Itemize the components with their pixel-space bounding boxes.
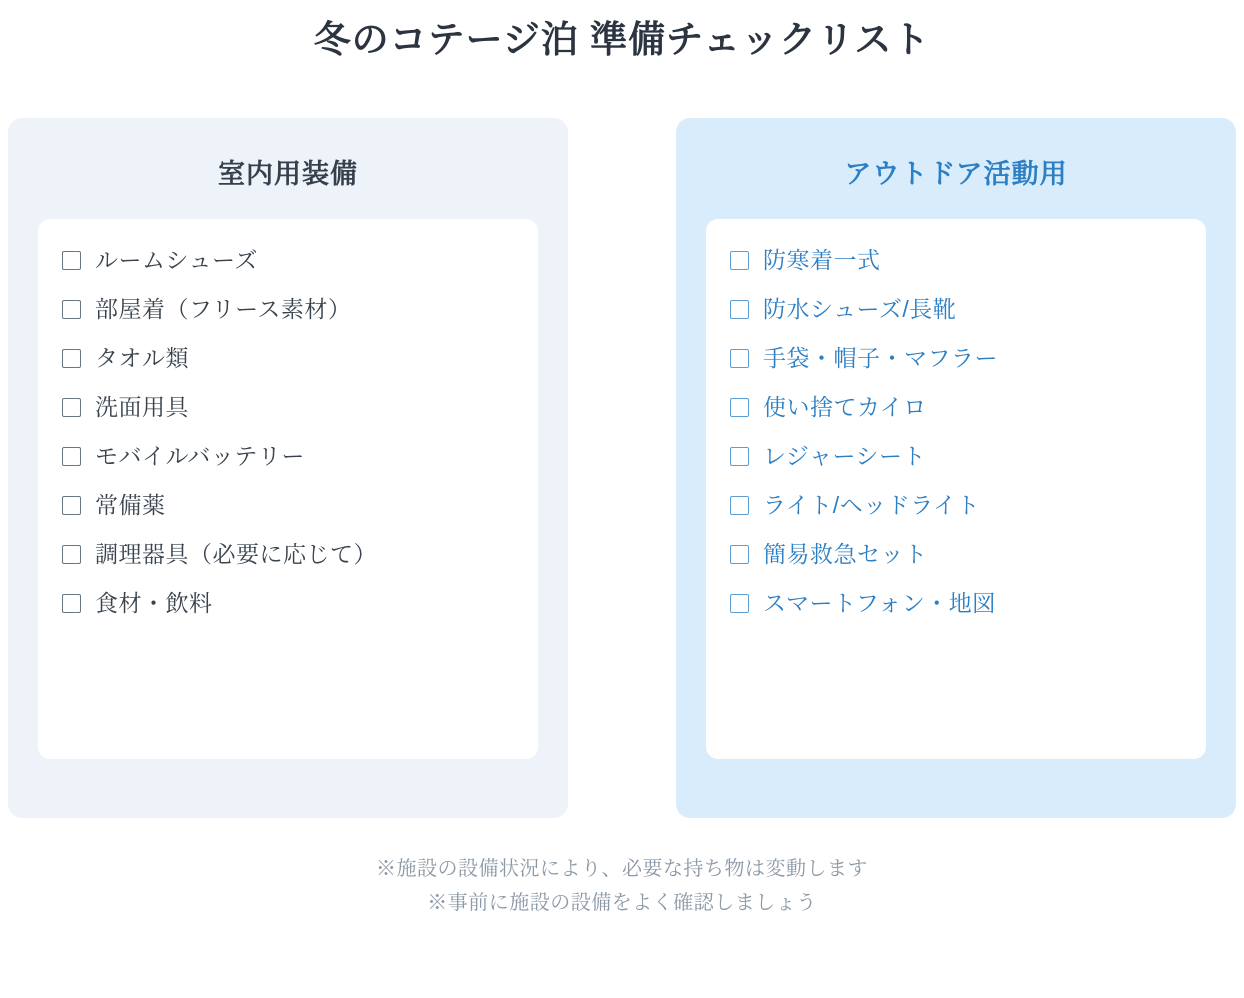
footnotes <box>0 852 1244 920</box>
checkbox-icon[interactable] <box>730 594 749 613</box>
list-item[interactable] <box>730 392 1182 423</box>
checkbox-icon[interactable] <box>62 251 81 270</box>
list-item[interactable] <box>62 392 514 423</box>
list-item[interactable] <box>730 294 1182 325</box>
list-item-label: 使い捨てカイロ <box>763 393 927 420</box>
checklist-page <box>0 14 1244 998</box>
checkbox-icon[interactable] <box>62 349 81 368</box>
list-item[interactable] <box>62 539 514 570</box>
list-item-label: 簡易救急セット <box>763 541 928 568</box>
checkbox-icon[interactable] <box>730 349 749 368</box>
column-indoor-heading: 室内用装備 <box>218 158 358 189</box>
list-item[interactable] <box>62 441 514 472</box>
checkbox-icon[interactable] <box>730 398 749 417</box>
checkbox-icon[interactable] <box>62 496 81 515</box>
list-item-label: 常備薬 <box>95 492 166 519</box>
list-item-label: レジャーシート <box>763 442 927 469</box>
list-item[interactable] <box>62 245 514 276</box>
list-item-label: 調理器具（必要に応じて） <box>95 541 377 568</box>
checklist-columns <box>0 118 1244 818</box>
column-outdoor-heading: アウトドア活動用 <box>844 158 1068 189</box>
list-item[interactable] <box>730 245 1182 276</box>
list-item[interactable] <box>730 588 1182 619</box>
checkbox-icon[interactable] <box>62 300 81 319</box>
list-item[interactable] <box>730 539 1182 570</box>
outdoor-item-list <box>706 219 1206 759</box>
list-item-label: 洗面用具 <box>95 393 189 420</box>
list-item[interactable] <box>730 490 1182 521</box>
checkbox-icon[interactable] <box>62 398 81 417</box>
list-item[interactable] <box>62 294 514 325</box>
list-item[interactable] <box>730 441 1182 472</box>
list-item-label: スマートフォン・地図 <box>763 590 996 617</box>
list-item-label: 部屋着（フリース素材） <box>95 295 352 322</box>
list-item-label: 食材・飲料 <box>95 590 213 617</box>
footnote-line: ※事前に施設の設備をよく確認しましょう <box>427 891 817 914</box>
list-item[interactable] <box>62 490 514 521</box>
list-item-label: ライト/ヘッドライト <box>763 492 981 519</box>
list-item-label: 防寒着一式 <box>763 246 881 273</box>
column-outdoor-gear <box>676 118 1236 818</box>
checkbox-icon[interactable] <box>62 447 81 466</box>
footnote-line: ※施設の設備状況により、必要な持ち物は変動します <box>376 857 868 880</box>
checkbox-icon[interactable] <box>62 545 81 564</box>
list-item-label: ルームシューズ <box>95 246 258 273</box>
list-item[interactable] <box>730 343 1182 374</box>
checkbox-icon[interactable] <box>730 496 749 515</box>
checkbox-icon[interactable] <box>730 447 749 466</box>
indoor-item-list <box>38 219 538 759</box>
list-item-label: タオル類 <box>95 344 189 371</box>
list-item-label: モバイルバッテリー <box>95 442 305 469</box>
list-item[interactable] <box>62 588 514 619</box>
checkbox-icon[interactable] <box>730 251 749 270</box>
column-indoor-gear <box>8 118 568 818</box>
page-title: 冬のコテージ泊 準備チェックリスト <box>313 19 931 60</box>
checkbox-icon[interactable] <box>730 545 749 564</box>
list-item[interactable] <box>62 343 514 374</box>
checkbox-icon[interactable] <box>730 300 749 319</box>
checkbox-icon[interactable] <box>62 594 81 613</box>
list-item-label: 防水シューズ/長靴 <box>763 295 957 322</box>
list-item-label: 手袋・帽子・マフラー <box>763 344 998 371</box>
